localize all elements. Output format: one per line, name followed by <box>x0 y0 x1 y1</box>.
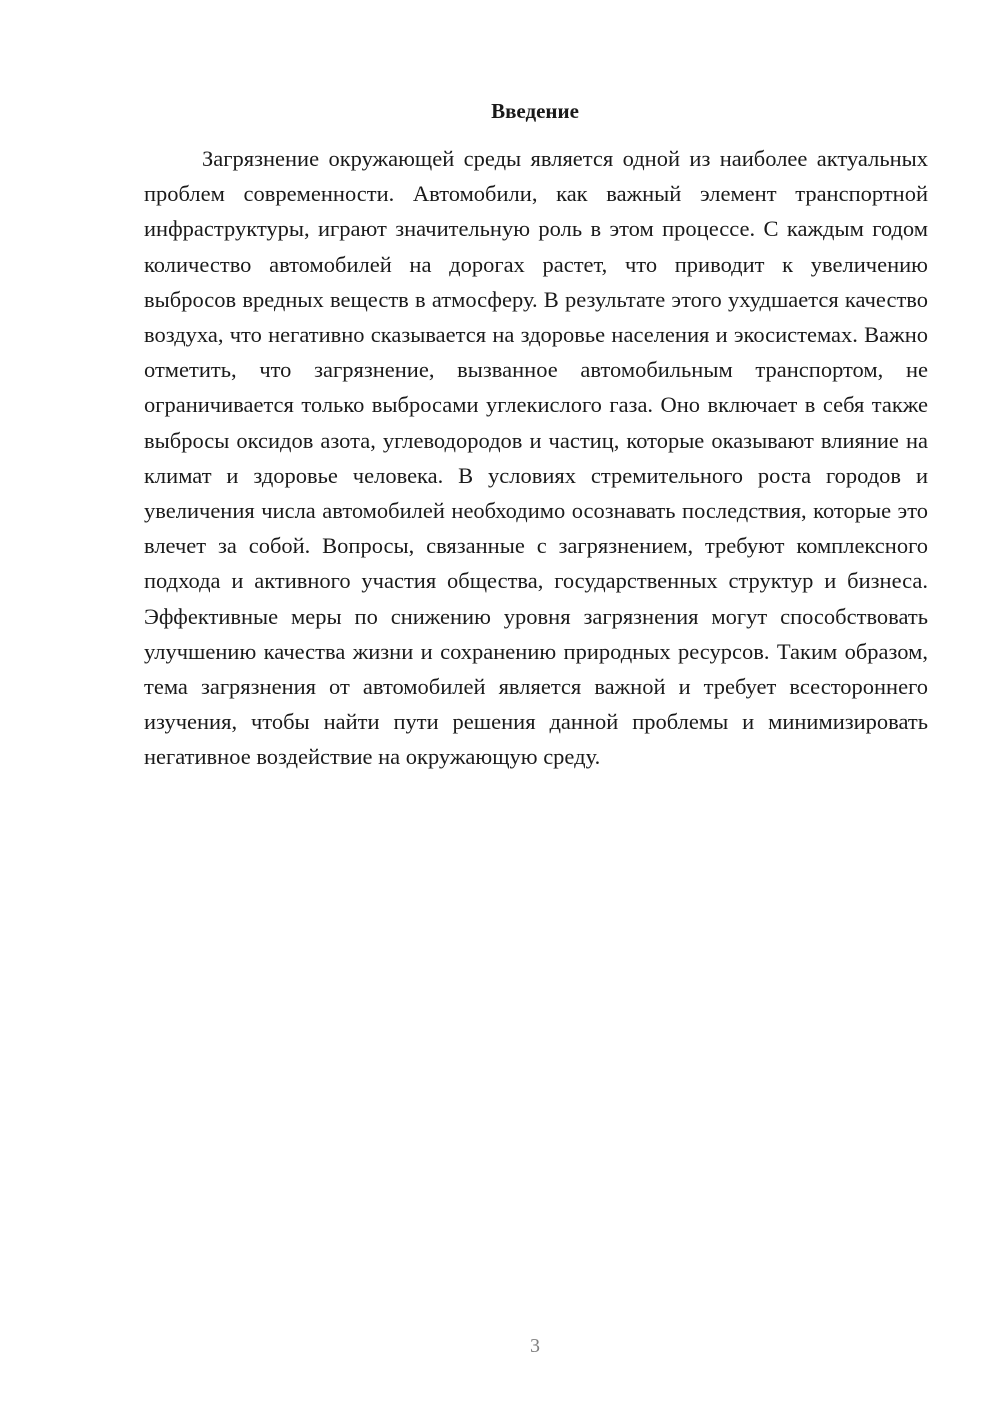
body-paragraph: Загрязнение окружающей среды является одной из наиболее актуальных проблем современности. Автомобили, как важный элемент транспортной инфраструктуры, играют значительную роль в этом процессе. С каждым годом количество автомобилей на дорогах растет, что приводит к увеличению выбросов вредных веществ в атмосферу. В результате этого ухудшается качество воздуха, что негативно сказывается на здоровье населения и экосистемах. Важно отметить, что загрязнение, вызванное автомобильным транспортом, не ограничивается только выбросами углекислого газа. Оно включает в себя также выбросы оксидов азота, углеводородов и частиц, которые оказывают влияние на климат и здоровье человека. В условиях стремительного роста городов и увеличения числа автомобилей необходимо осознавать последствия, которые это влечет за собой. Вопросы, связанные с загрязнением, требуют комплексного подхода и активного участия общества, государственных структур и бизнеса. Эффективные меры по снижению уровня загрязнения могут способствовать улучшению качества жизни и сохранению природных ресурсов. Таким образом, тема загрязнения от автомобилей является важной и требует всестороннего изучения, чтобы найти пути решения данной проблемы и минимизировать негативное воздействие на окружающую среду. <box>144 146 928 770</box>
page-number: 3 <box>530 1335 540 1357</box>
section-title: Введение <box>491 99 579 123</box>
